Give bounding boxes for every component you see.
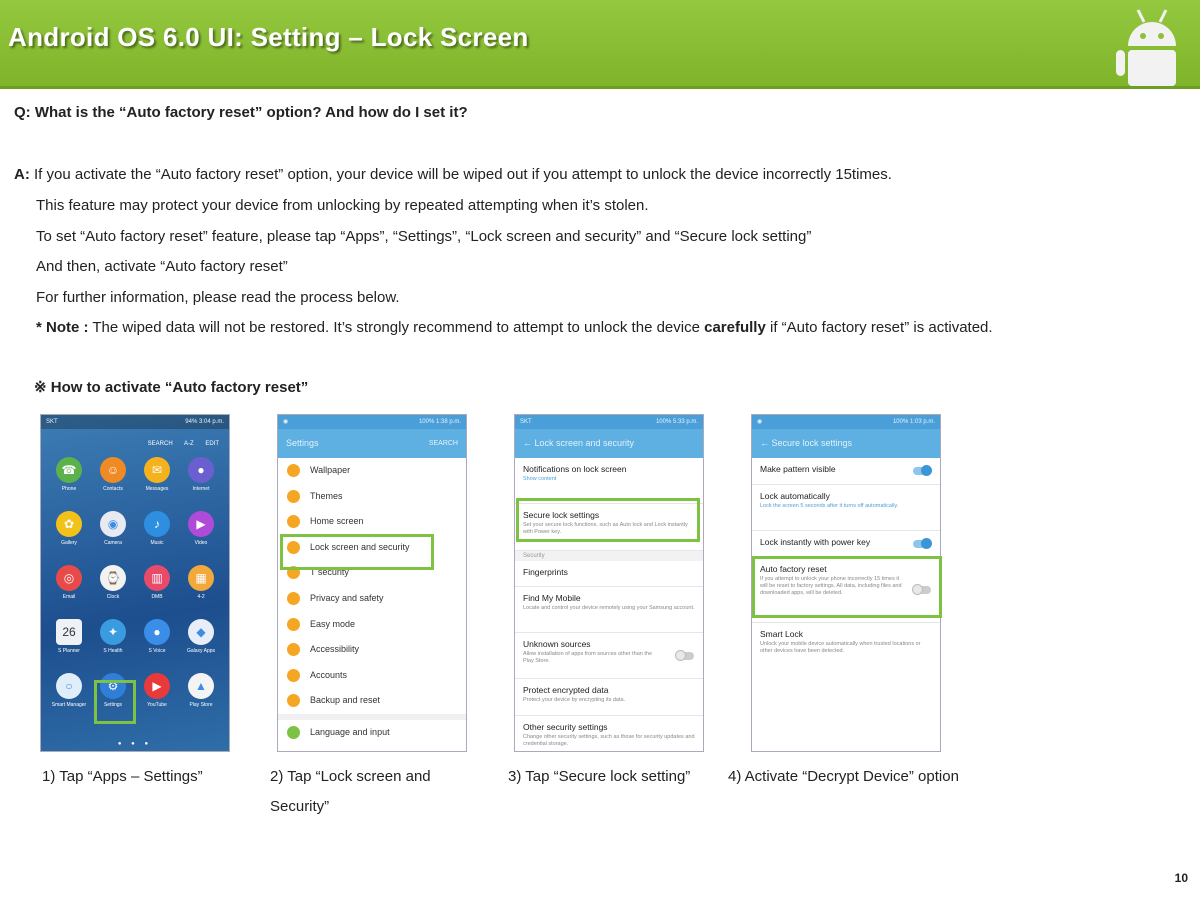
caption-step-3: 3) Tap “Secure lock setting” <box>508 768 691 785</box>
settings-item-label: T security <box>310 567 349 578</box>
status-bar <box>515 415 703 429</box>
settings-item-accessibility[interactable] <box>278 637 466 663</box>
status-carrier: SKT <box>46 419 58 425</box>
item-title: Secure lock settings <box>523 510 600 520</box>
unknown-sources-toggle[interactable] <box>676 652 694 660</box>
status-bar: ◉ 100% 1:03 p.m. <box>752 415 940 429</box>
settings-item-accounts[interactable] <box>278 663 466 689</box>
app-s-health[interactable] <box>91 619 135 654</box>
app-label: Galaxy Apps <box>186 648 216 654</box>
settings-item-label: Easy mode <box>310 618 356 629</box>
app-email[interactable] <box>47 565 91 600</box>
item-title: Protect encrypted data <box>523 685 609 695</box>
app-s-planner[interactable] <box>47 619 91 654</box>
note-text-a: The wiped data will not be restored. It’s strongly recommend to attempt to unlock the device <box>88 319 705 336</box>
pattern-visible-item[interactable] <box>752 458 940 485</box>
settings-item-backup-and-reset[interactable] <box>278 688 466 714</box>
answer-line-3: To set “Auto factory reset” feature, please tap “Apps”, “Settings”, “Lock screen and security” and “Secure lock setting” <box>36 228 812 245</box>
app-label: Messages <box>145 486 169 492</box>
settings-circle-icon <box>287 669 300 682</box>
s-health-icon: ✦ <box>100 619 126 645</box>
settings-circle-icon <box>287 515 300 528</box>
internet-icon: ● <box>188 457 214 483</box>
settings-item-label: Language and input <box>310 726 390 737</box>
action-bar[interactable]: ← Secure lock settings <box>752 429 940 458</box>
search-action[interactable]: SEARCH <box>428 440 458 447</box>
settings-circle-icon <box>287 592 300 605</box>
note-label: * Note : <box>36 319 89 336</box>
highlight-settings <box>94 680 136 724</box>
status-bar: ◉ 100% 1:38 p.m. <box>278 415 466 429</box>
music-icon: ♪ <box>144 511 170 537</box>
screen-title: Settings <box>286 438 319 448</box>
settings-item-privacy-and-safety[interactable] <box>278 586 466 612</box>
highlight-auto-factory-reset <box>752 556 942 618</box>
item-title: Lock automatically <box>760 491 830 501</box>
settings-item-easy-mode[interactable] <box>278 612 466 638</box>
settings-circle-icon <box>287 490 300 503</box>
caption-step-1: 1) Tap “Apps – Settings” <box>42 768 203 785</box>
app-smart-manager[interactable] <box>47 673 91 708</box>
action-bar[interactable]: ← Lock screen and security <box>515 429 703 458</box>
unknown-sources-item[interactable] <box>515 633 703 679</box>
question-text: Q: What is the “Auto factory reset” option? And how do I set it? <box>14 104 468 121</box>
app-label: S Voice <box>148 648 166 654</box>
android-logo-icon <box>1112 2 1192 86</box>
smart-manager-icon: ○ <box>56 673 82 699</box>
play-store-icon: ▲ <box>188 673 214 699</box>
app-camera[interactable] <box>91 511 135 546</box>
status-time: 94% 3:04 p.m. <box>185 419 224 425</box>
settings-circle-icon <box>287 643 300 656</box>
settings-list <box>278 458 466 746</box>
header-banner <box>0 0 1200 89</box>
settings-circle-icon <box>287 464 300 477</box>
settings-item-label: Backup and reset <box>310 695 381 706</box>
app-messages[interactable] <box>135 457 179 492</box>
settings-item-label: Privacy and safety <box>310 592 384 603</box>
app-galaxy-apps[interactable] <box>179 619 223 654</box>
contacts-icon: ☺ <box>100 457 126 483</box>
answer-label: A: <box>14 166 30 183</box>
app-play-store[interactable] <box>179 673 223 708</box>
item-sub: Show content <box>523 476 557 482</box>
app-label: Internet <box>192 486 210 492</box>
app-label: S Health <box>103 648 123 654</box>
other-security-item[interactable] <box>515 716 703 752</box>
clock-icon: ⌚ <box>100 565 126 591</box>
gallery-icon: ✿ <box>56 511 82 537</box>
answer-text-1: If you activate the “Auto factory reset” option, your device will be wiped out if you attempt to unlock the device incorrectly 15times. <box>34 166 892 183</box>
settings-item-wallpaper[interactable] <box>278 458 466 484</box>
status-time: 100% 5:33 p.m. <box>655 419 698 425</box>
4-2-icon: ▦ <box>188 565 214 591</box>
phone-icon: ☎ <box>56 457 82 483</box>
camera-icon: ◉ <box>100 511 126 537</box>
answer-line-2: This feature may protect your device from unlocking by repeated attempting when it’s stolen. <box>36 197 649 214</box>
app-phone[interactable] <box>47 457 91 492</box>
settings-circle-icon <box>287 618 300 631</box>
find-my-mobile-item[interactable] <box>515 587 703 633</box>
settings-icon: ⚙ <box>100 673 126 699</box>
caption-step-2-line-2: Security” <box>270 798 330 815</box>
settings-item-label: Wallpaper <box>310 465 351 475</box>
item-sub: Locate and control your device remotely using your Samsung account. <box>523 605 695 611</box>
item-sub: If you attempt to unlock your phone incorrectly 15 times it will be reset to factory settings. All data, including files and downloaded apps, will be deleted. <box>760 576 902 596</box>
answer-line-4: And then, activate “Auto factory reset” <box>36 258 288 275</box>
dmb-icon: ▥ <box>144 565 170 591</box>
section-header: Security <box>515 551 703 561</box>
app-label: Music <box>150 540 164 546</box>
item-title: Find My Mobile <box>523 593 581 603</box>
note-bold: carefully <box>704 319 766 336</box>
app-label: S Planner <box>58 648 80 654</box>
item-sub: Lock the screen 5 seconds after it turns off automatically. <box>760 503 899 509</box>
page-title: Android OS 6.0 UI: Setting – Lock Screen <box>8 22 529 52</box>
settings-item-label: Themes <box>310 490 343 501</box>
video-icon: ▶ <box>188 511 214 537</box>
caption-step-2 <box>270 762 431 822</box>
app-label: Phone <box>61 486 77 492</box>
item-title: Unknown sources <box>523 639 591 649</box>
settings-item-label: Home screen <box>310 516 364 527</box>
page-number: 10 <box>1174 871 1188 885</box>
galaxy-apps-icon: ◆ <box>188 619 214 645</box>
app-label: 4-2 <box>197 594 205 600</box>
app-label: Settings <box>103 702 123 708</box>
action-bar <box>278 429 466 458</box>
s-planner-icon: 26 <box>56 619 82 645</box>
note-line <box>36 319 993 336</box>
app-youtube[interactable] <box>135 673 179 708</box>
highlight-lock-screen <box>280 534 434 570</box>
app-label: Gallery <box>61 540 77 546</box>
app-label: DMB <box>151 594 163 600</box>
status-time: 100% 1:38 p.m. <box>418 419 461 425</box>
messages-icon: ✉ <box>144 457 170 483</box>
phone-screenshot-settings <box>277 414 467 752</box>
item-sub: Unlock your mobile device automatically when trusted locations or other devices have been detected. <box>760 641 921 654</box>
email-icon: ◎ <box>56 565 82 591</box>
item-sub: Change other security settings, such as those for security updates and credential storage. <box>523 734 695 747</box>
app-label: Contacts <box>103 486 123 492</box>
how-to-heading: ※ How to activate “Auto factory reset” <box>34 379 309 396</box>
item-sub: Allow installation of apps from sources other than the Play Store. <box>523 651 653 664</box>
protect-data-item[interactable] <box>515 679 703 716</box>
app-label: Smart Manager <box>51 702 87 708</box>
s-voice-icon: ● <box>144 619 170 645</box>
page-indicator: ● ● ● <box>117 741 153 747</box>
fingerprints-item[interactable] <box>515 561 703 587</box>
lock-instantly-toggle[interactable] <box>913 540 931 548</box>
settings-item-label: Accounts <box>310 669 348 680</box>
item-title: Notifications on lock screen <box>523 464 627 474</box>
caption-step-4: 4) Activate “Decrypt Device” option <box>728 768 959 785</box>
settings-circle-icon <box>287 726 300 739</box>
app-label: Camera <box>104 540 122 546</box>
pattern-visible-toggle[interactable] <box>913 467 931 475</box>
app-clock[interactable] <box>91 565 135 600</box>
item-title: Smart Lock <box>760 629 803 639</box>
note-text-b: if “Auto factory reset” is activated. <box>765 319 993 336</box>
settings-item-label: Accessibility <box>310 644 360 655</box>
settings-item-language-and-input[interactable] <box>278 714 466 746</box>
smart-lock-item[interactable] <box>752 623 940 661</box>
app-label: Clock <box>106 594 120 600</box>
caption-step-2-line-1: 2) Tap “Lock screen and <box>270 768 431 785</box>
app-label: YouTube <box>147 702 167 708</box>
app-label: Video <box>194 540 208 546</box>
settings-item-label: Lock screen and security <box>310 541 410 552</box>
app-label: Email <box>62 594 76 600</box>
app-internet[interactable] <box>179 457 223 492</box>
answer-line-5: For further information, please read the process below. <box>36 289 400 306</box>
item-title: Lock instantly with power key <box>760 537 871 547</box>
lock-automatically-item[interactable] <box>752 485 940 531</box>
item-title: Auto factory reset <box>760 564 827 574</box>
item-title: Fingerprints <box>523 567 568 577</box>
settings-item-themes[interactable] <box>278 484 466 510</box>
app-label: Play Store <box>189 702 213 708</box>
status-carrier: SKT <box>520 419 532 425</box>
app-video[interactable] <box>179 511 223 546</box>
app-music[interactable] <box>135 511 179 546</box>
app-dmb[interactable] <box>135 565 179 600</box>
phone-screenshot-lock-screen <box>514 414 704 752</box>
app-s-voice[interactable] <box>135 619 179 654</box>
apps-top-actions: SEARCH A-Z EDIT <box>147 441 219 447</box>
status-time: 100% 1:03 p.m. <box>892 419 935 425</box>
settings-circle-icon <box>287 694 300 707</box>
item-title: Make pattern visible <box>760 464 836 474</box>
app-contacts[interactable] <box>91 457 135 492</box>
app-gallery[interactable] <box>47 511 91 546</box>
lock-instantly-item[interactable] <box>752 531 940 558</box>
settings-item-home-screen[interactable] <box>278 509 466 535</box>
item-sub: Protect your device by encrypting its data. <box>523 697 626 703</box>
answer-line-1 <box>14 166 892 183</box>
app-4-2[interactable] <box>179 565 223 600</box>
item-title: Other security settings <box>523 722 608 732</box>
youtube-icon: ▶ <box>144 673 170 699</box>
highlight-secure-lock <box>516 498 700 542</box>
status-bar <box>41 415 229 429</box>
item-sub: Set your secure lock functions, such as Auto lock and Lock instantly with Power key. <box>523 522 688 535</box>
